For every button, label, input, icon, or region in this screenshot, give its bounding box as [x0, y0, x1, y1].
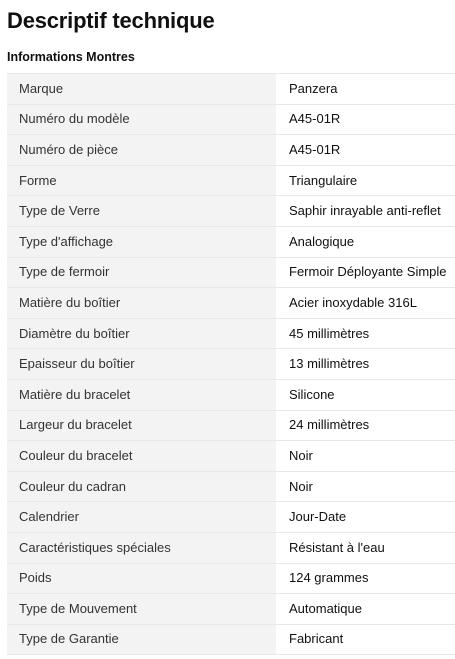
spec-label: Couleur du bracelet	[7, 441, 276, 472]
table-row	[7, 288, 455, 319]
table-row	[7, 74, 455, 105]
spec-value: Acier inoxydable 316L	[276, 288, 455, 319]
table-row	[7, 257, 455, 288]
spec-label: Diamètre du boîtier	[7, 318, 276, 349]
spec-label: Calendrier	[7, 502, 276, 533]
spec-label: Matière du boîtier	[7, 288, 276, 319]
spec-value: A45-01R	[276, 135, 455, 166]
table-row	[7, 349, 455, 380]
spec-label: Couleur du cadran	[7, 471, 276, 502]
spec-value: 13 millimètres	[276, 349, 455, 380]
table-row	[7, 379, 455, 410]
spec-value: Fermoir Déployante Simple	[276, 257, 455, 288]
spec-label: Marque	[7, 74, 276, 105]
page-title: Descriptif technique	[7, 8, 215, 33]
spec-value: Triangulaire	[276, 165, 455, 196]
table-row	[7, 135, 455, 166]
spec-value: 24 millimètres	[276, 410, 455, 441]
spec-label: Type de Verre	[7, 196, 276, 227]
table-row	[7, 104, 455, 135]
spec-label: Largeur du bracelet	[7, 410, 276, 441]
spec-label: Type de fermoir	[7, 257, 276, 288]
spec-label: Numéro de pièce	[7, 135, 276, 166]
spec-value: Automatique	[276, 594, 455, 625]
spec-value: Panzera	[276, 74, 455, 105]
table-row	[7, 502, 455, 533]
spec-value: Analogique	[276, 226, 455, 257]
spec-label: Poids	[7, 563, 276, 594]
table-row	[7, 165, 455, 196]
table-row	[7, 532, 455, 563]
spec-value: Fabricant	[276, 624, 455, 655]
table-row	[7, 594, 455, 625]
table-row	[7, 196, 455, 227]
table-row	[7, 441, 455, 472]
spec-value: Résistant à l'eau	[276, 532, 455, 563]
spec-value: Silicone	[276, 379, 455, 410]
spec-label: Epaisseur du boîtier	[7, 349, 276, 380]
spec-label: Caractéristiques spéciales	[7, 532, 276, 563]
spec-value: Noir	[276, 441, 455, 472]
spec-value: Saphir inrayable anti-reflet	[276, 196, 455, 227]
section-title: Informations Montres	[7, 50, 135, 64]
table-row	[7, 471, 455, 502]
spec-table	[7, 73, 455, 655]
spec-label: Type de Mouvement	[7, 594, 276, 625]
table-row	[7, 563, 455, 594]
spec-value: A45-01R	[276, 104, 455, 135]
spec-value: 45 millimètres	[276, 318, 455, 349]
table-row	[7, 624, 455, 655]
spec-label: Numéro du modèle	[7, 104, 276, 135]
spec-label: Forme	[7, 165, 276, 196]
spec-value: Jour-Date	[276, 502, 455, 533]
spec-label: Type de Garantie	[7, 624, 276, 655]
table-row	[7, 226, 455, 257]
spec-value: Noir	[276, 471, 455, 502]
spec-value: 124 grammes	[276, 563, 455, 594]
spec-label: Matière du bracelet	[7, 379, 276, 410]
spec-label: Type d'affichage	[7, 226, 276, 257]
table-row	[7, 318, 455, 349]
table-row	[7, 410, 455, 441]
